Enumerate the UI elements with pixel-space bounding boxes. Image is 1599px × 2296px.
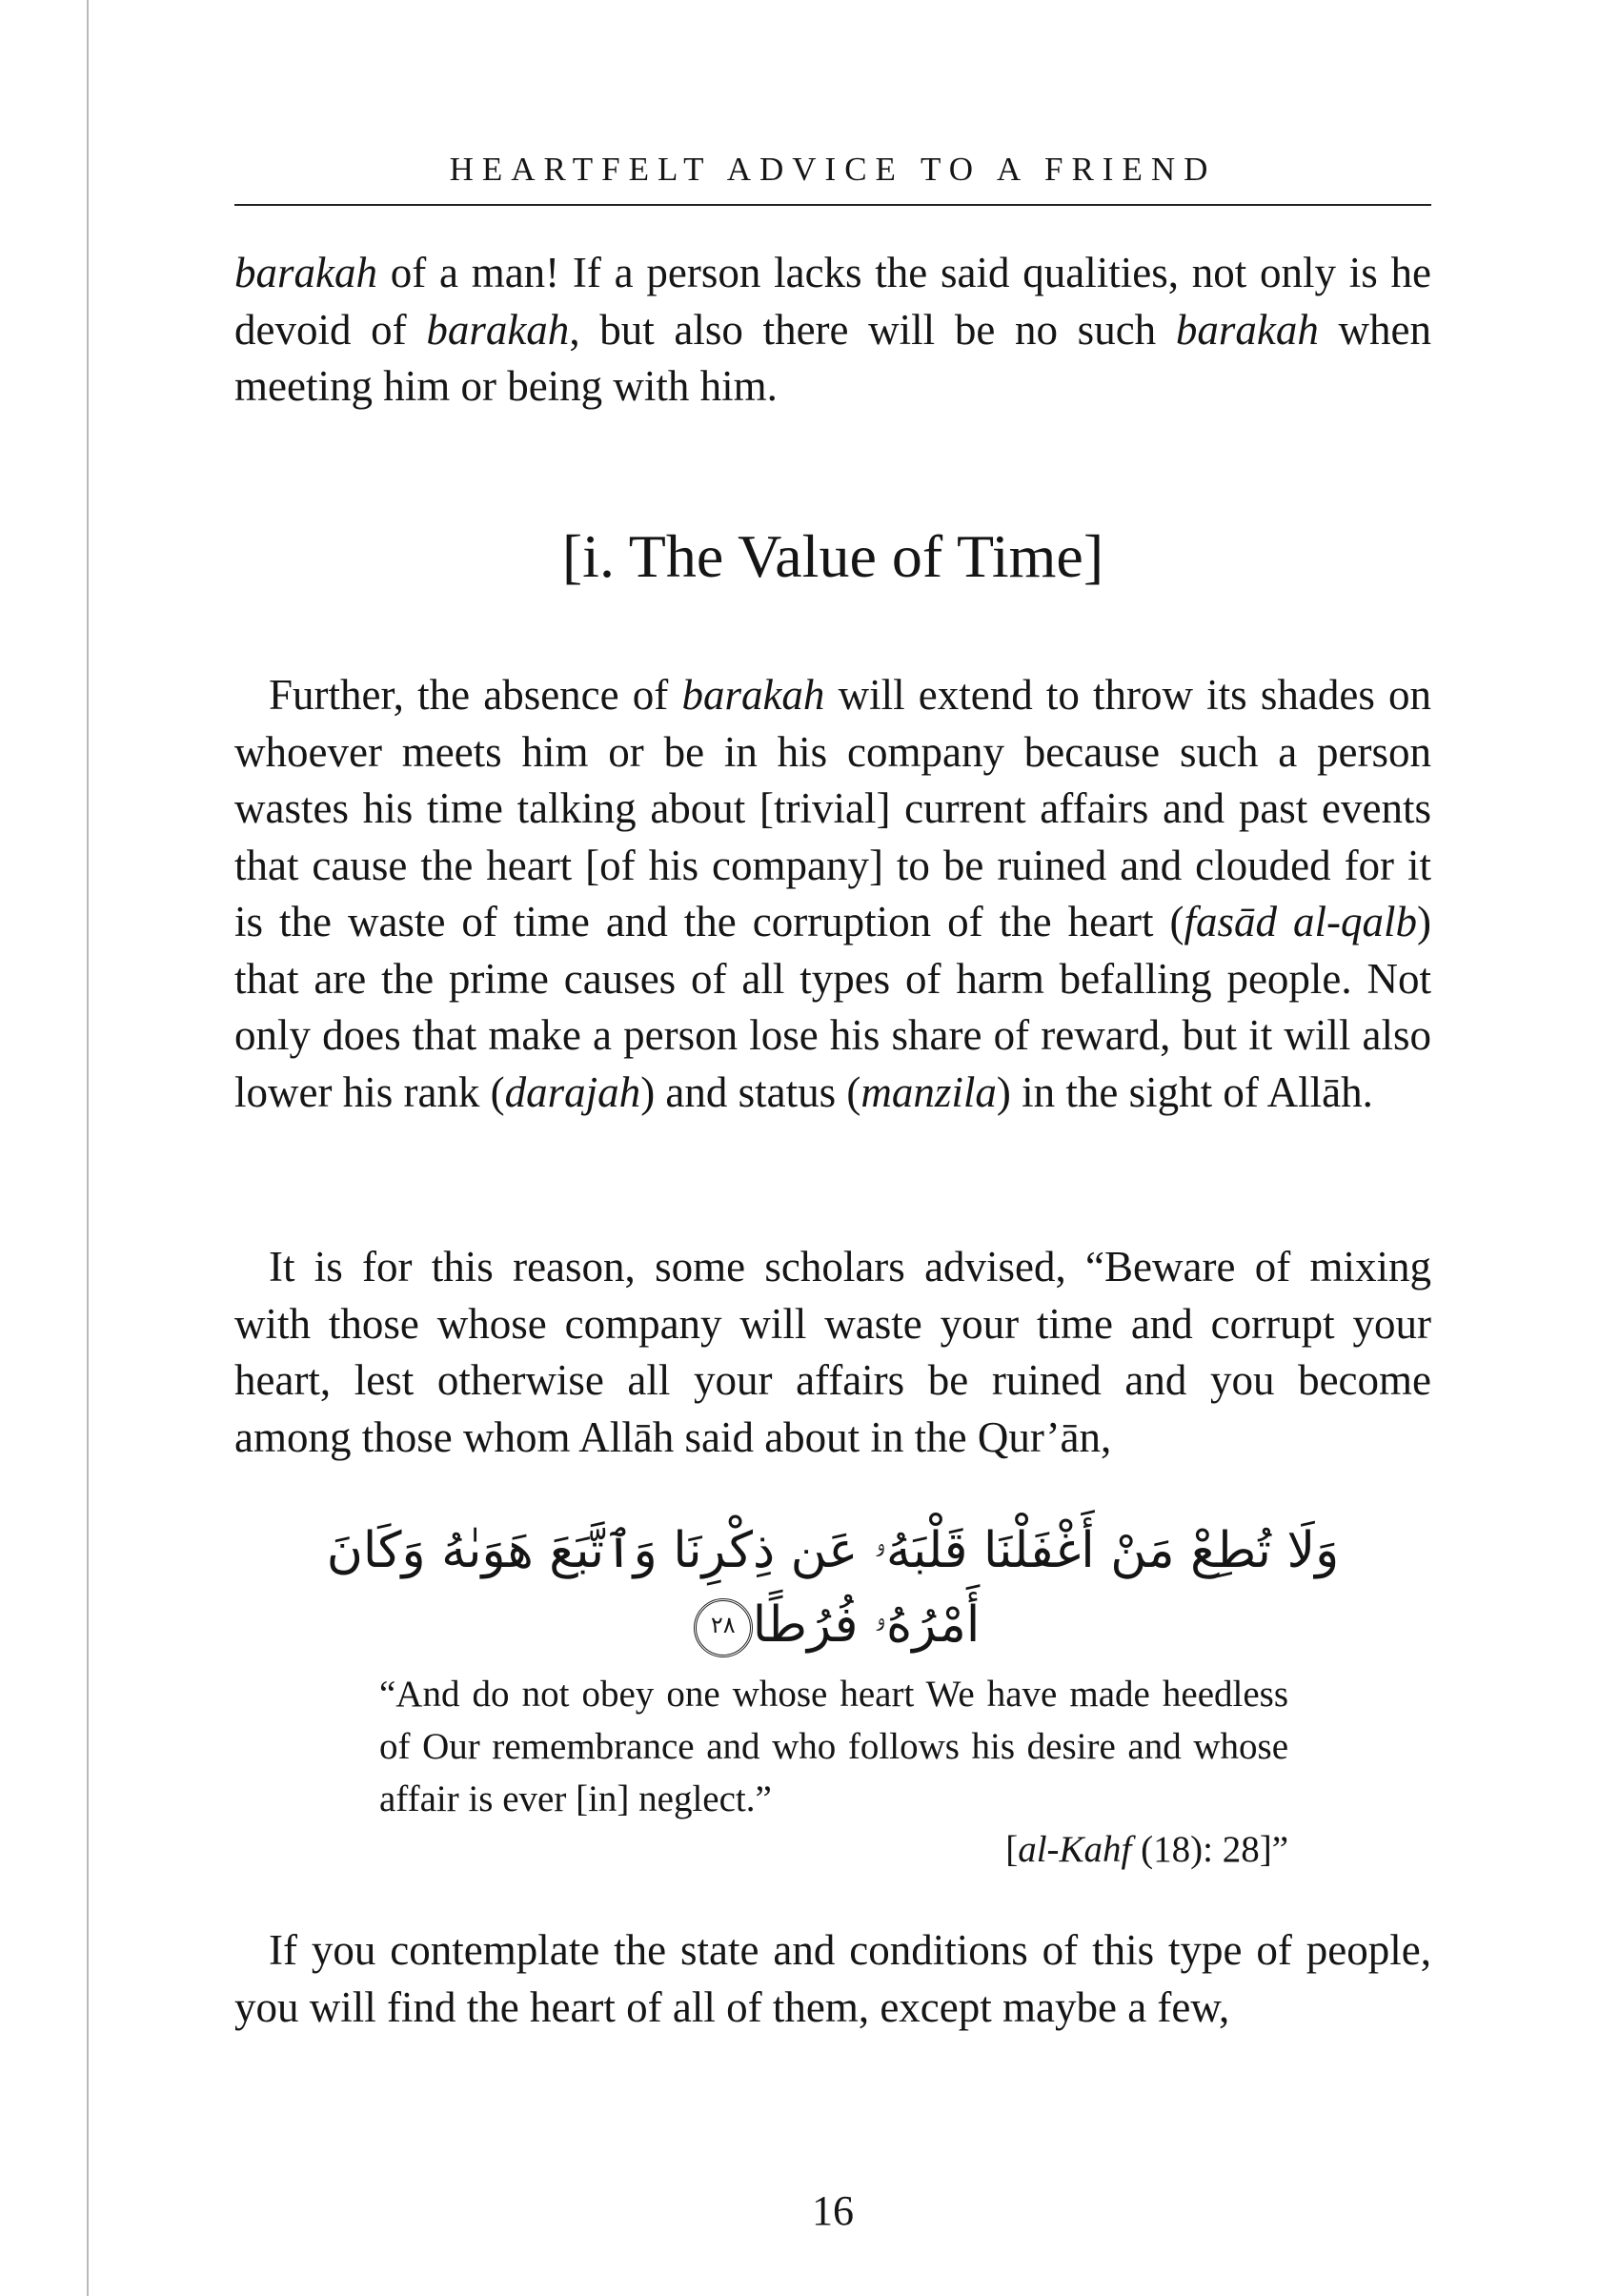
section-heading: [i. The Value of Time] <box>561 522 1104 590</box>
paragraph-text: ) in the sight of Allāh. <box>996 1067 1373 1116</box>
term-barakah: barakah <box>426 305 570 354</box>
paragraph-text: , but also there will be no such <box>569 305 1176 354</box>
paragraph-value-of-time <box>234 667 1431 1121</box>
header-rule <box>234 204 1431 206</box>
paragraph-text: Further, the absence of <box>269 671 682 719</box>
paragraph-text: ) and status ( <box>640 1067 861 1116</box>
term-barakah: barakah <box>681 671 825 719</box>
verse-citation <box>379 1823 1288 1876</box>
term-barakah: barakah <box>1175 305 1319 354</box>
paragraph-contemplate: If you contemplate the state and conditions of this type of people, you will find the heart of all of them, except maybe a few, <box>234 1926 1431 2031</box>
term-darajah: darajah <box>504 1067 641 1116</box>
paragraph-text: will extend to throw its shades on whoever meets him or be in his company because such a person wastes his time talking about [trivial] current affairs and past events that cause the heart [of his company] to be ruined and clouded for it is the waste of time and the corruption of the heart ( <box>234 671 1431 945</box>
page-number: 16 <box>812 2187 854 2234</box>
term-manzila: manzila <box>860 1067 997 1116</box>
term-fasad-al-qalb: fasād al-qalb <box>1184 898 1417 945</box>
citation-open-bracket: [ <box>1005 1829 1019 1870</box>
verse-translation: “And do not obey one whose heart We have made heedless of Our remembrance and who follows his desire and whose affair is ever [in] neglect.” <box>379 1674 1288 1819</box>
verse-line-2 <box>234 1588 1431 1662</box>
paragraph-scholars-advice: It is for this reason, some scholars advised, “Beware of mixing with those whose company will waste your time and corrupt your heart, lest otherwise all your affairs be ruined and you become among those whom Allāh said about in the Qur’ān, <box>234 1243 1431 1461</box>
quran-verse <box>234 1514 1431 1662</box>
term-barakah: barakah <box>234 249 377 296</box>
paragraph-text: of a man! If a person lacks the said qualities, not only is he devoid of <box>234 249 1431 354</box>
ayah-number-mark: ٢٨ <box>694 1598 753 1657</box>
paragraph-text: when meeting him or being with him. <box>234 305 1431 410</box>
citation-surah: al-Kahf <box>1018 1829 1132 1870</box>
paragraph-continuation <box>234 245 1431 416</box>
verse-line-2-text: أَمْرُهُۥ فُرُطًا <box>752 1596 981 1654</box>
running-header: HEARTFELT ADVICE TO A FRIEND <box>449 151 1217 188</box>
citation-reference: (18): 28]” <box>1131 1829 1288 1870</box>
paragraph-text: ) that are the prime causes of all types of harm befalling people. Not only does that make a person lose his share of reward, but it will also lower his rank ( <box>234 898 1431 1116</box>
verse-line-1: وَلَا تُطِعْ مَنْ أَغْفَلْنَا قَلْبَهُۥ عَن ذِكْرِنَا وَٱتَّبَعَ هَوَىٰهُ وَكَانَ <box>326 1522 1340 1579</box>
